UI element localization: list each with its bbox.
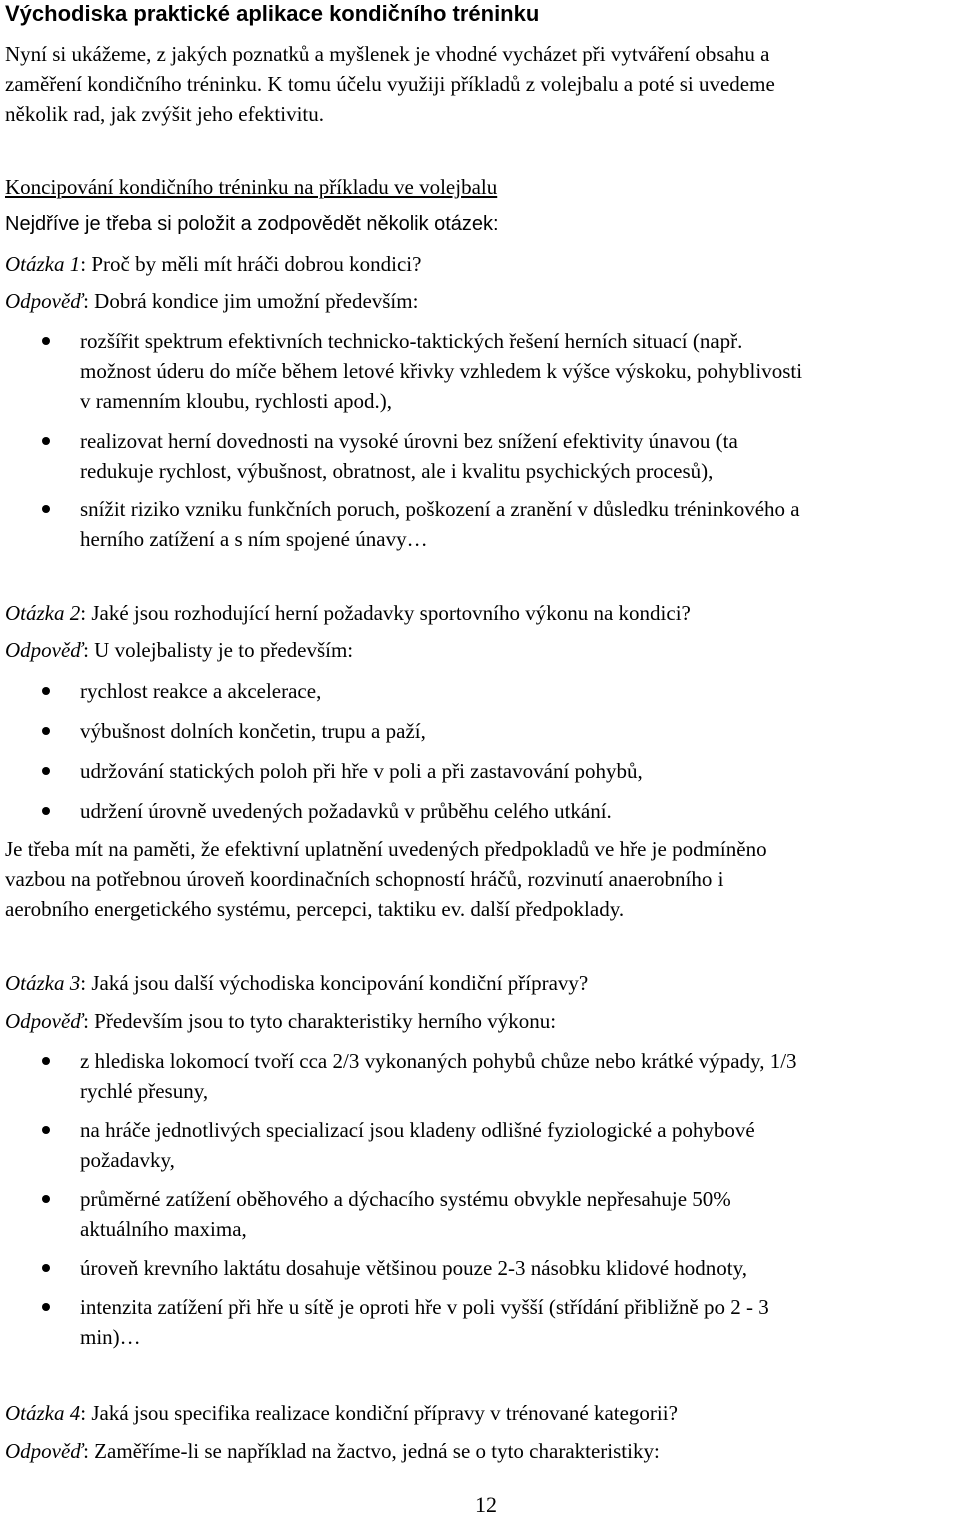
answer-1-label: Odpověď: [5, 289, 84, 313]
question-2: [5, 598, 691, 628]
answer-3: [5, 1006, 556, 1036]
list-item-line: redukuje rychlost, výbušnost, obratnost, ale i kvalitu psychických procesů),: [80, 459, 714, 483]
list-item-line: intenzita zatížení při hře u sítě je oproti hře v poli vyšší (střídání přibližně po 2 - 3: [80, 1295, 769, 1319]
answer-4-text: : Zaměříme-li se například na žactvo, jedná se o tyto charakteristiky:: [83, 1439, 660, 1463]
page-number: 12: [475, 1492, 497, 1517]
bullet-icon: [42, 1195, 50, 1203]
list-item-line: snížit riziko vzniku funkčních poruch, poškození a zranění v důsledku tréninkového a: [80, 497, 800, 521]
question-3: [5, 968, 588, 998]
answer-2-label: Odpověď: [5, 638, 84, 662]
list-item-line: požadavky,: [80, 1148, 175, 1172]
answer-2: [5, 635, 353, 665]
list-item-line: úroveň krevního laktátu dosahuje většinou pouze 2-3 násobku klidové hodnoty,: [80, 1256, 748, 1280]
list-item-line: rychlé přesuny,: [80, 1079, 209, 1103]
question-1-text: : Proč by měli mít hráči dobrou kondici?: [80, 252, 422, 276]
intro-line-1: Nyní si ukážeme, z jakých poznatků a myšlenek je vhodné vycházet při vytváření obsahu a: [5, 42, 770, 66]
question-1: [5, 249, 421, 279]
question-2-label: Otázka 2: [5, 601, 81, 625]
answer-1: [5, 286, 418, 316]
note-line-3: aerobního energetického systému, percepci, taktiku ev. další předpoklady.: [5, 897, 625, 921]
page-heading: Východiska praktické aplikace kondičního tréninku: [5, 1, 540, 26]
intro-line-3: několik rad, jak zvýšit jeho efektivitu.: [5, 102, 324, 126]
answer-3-label: Odpověď: [5, 1009, 84, 1033]
bullet-icon: [42, 1264, 50, 1272]
bullet-icon: [42, 437, 50, 445]
answer-1-text: : Dobrá kondice jim umožní především:: [83, 289, 419, 313]
bullet-icon: [42, 807, 50, 815]
note-line-2: vazbou na potřebnou úroveň koordinačních schopností hráčů, rozvinutí anaerobního i: [5, 867, 724, 891]
list-item-line: výbušnost dolních končetin, trupu a paží,: [80, 719, 426, 743]
bullet-icon: [42, 767, 50, 775]
bullet-icon: [42, 505, 50, 513]
question-1-label: Otázka 1: [5, 252, 81, 276]
list-item-line: na hráče jednotlivých specializací jsou kladeny odlišné fyziologické a pohybové: [80, 1118, 755, 1142]
list-item-line: možnost úderu do míče během letové křivky vzhledem k výšce výskoku, pohyblivosti: [80, 359, 803, 383]
bullet-icon: [42, 687, 50, 695]
question-3-label: Otázka 3: [5, 971, 81, 995]
list-item-line: rychlost reakce a akcelerace,: [80, 679, 322, 703]
note-line-1: Je třeba mít na paměti, že efektivní uplatnění uvedených předpokladů ve hře je podmíněno: [5, 837, 767, 861]
bullet-icon: [42, 727, 50, 735]
bullet-icon: [42, 1057, 50, 1065]
intro-line-2: zaměření kondičního tréninku. K tomu účelu využiji příkladů z volejbalu a poté si uvedeme: [5, 72, 775, 96]
answer-4-label: Odpověď: [5, 1439, 84, 1463]
list-item-line: herního zatížení a s ním spojené únavy…: [80, 527, 428, 551]
question-2-text: : Jaké jsou rozhodující herní požadavky sportovního výkonu na kondici?: [80, 601, 691, 625]
list-item-line: udržování statických poloh při hře v poli a při zastavování pohybů,: [80, 759, 643, 783]
bullet-icon: [42, 337, 50, 345]
bullet-icon: [42, 1126, 50, 1134]
list-item-line: v ramenním kloubu, rychlosti apod.),: [80, 389, 393, 413]
answer-3-text: : Především jsou to tyto charakteristiky herního výkonu:: [83, 1009, 557, 1033]
bullet-icon: [42, 1303, 50, 1311]
list-item-line: aktuálního maxima,: [80, 1217, 247, 1241]
section-title: Koncipování kondičního tréninku na příkladu ve volejbalu: [5, 175, 498, 199]
question-4-label: Otázka 4: [5, 1401, 81, 1425]
question-4-text: : Jaká jsou specifika realizace kondiční přípravy v trénované kategorii?: [80, 1401, 678, 1425]
answer-2-text: : U volejbalisty je to především:: [83, 638, 354, 662]
question-4: [5, 1398, 678, 1428]
list-item-line: realizovat herní dovednosti na vysoké úrovni bez snížení efektivity únavou (ta: [80, 429, 738, 453]
list-item-line: rozšířit spektrum efektivních technicko-taktických řešení herních situací (např.: [80, 329, 743, 353]
answer-4: [5, 1436, 660, 1466]
section-intro: Nejdříve je třeba si položit a zodpovědět několik otázek:: [5, 213, 499, 235]
list-item-line: min)…: [80, 1325, 141, 1349]
question-3-text: : Jaká jsou další východiska koncipování kondiční přípravy?: [80, 971, 589, 995]
list-item-line: udržení úrovně uvedených požadavků v průběhu celého utkání.: [80, 799, 612, 823]
list-item-line: z hlediska lokomocí tvoří cca 2/3 vykonaných pohybů chůze nebo krátké výpady, 1/3: [80, 1049, 797, 1073]
list-item-line: průměrné zatížení oběhového a dýchacího systému obvykle nepřesahuje 50%: [80, 1187, 731, 1211]
